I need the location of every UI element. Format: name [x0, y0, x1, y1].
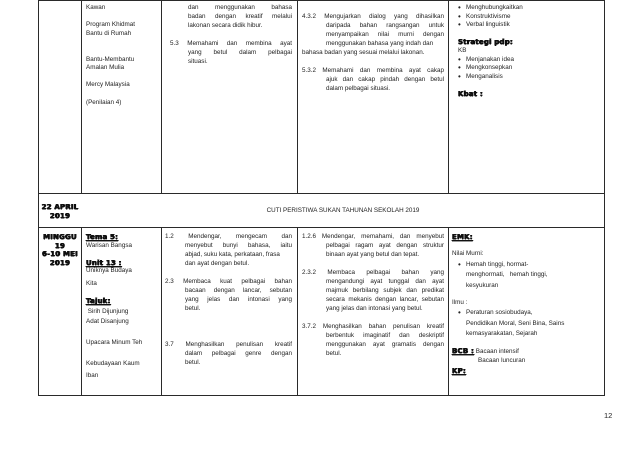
unit-label: Unit 13 :: [86, 258, 122, 267]
tajuk-label: Tajuk:: [86, 297, 111, 306]
text-line: (Penilaian 4): [86, 98, 122, 106]
list-item-text: Pendidikan Moral, Seni Bina, Sains: [466, 319, 565, 327]
text-line: dalam pelbagai situasi.: [326, 84, 391, 92]
text-line: pelbagai ragam ayat dengan struktur: [326, 241, 444, 249]
kp-heading: KP:: [452, 367, 466, 376]
text-line: betul.: [326, 349, 342, 357]
text-line: binaan ayat yang betul dan tepat.: [326, 250, 420, 258]
table-rule: [448, 0, 449, 193]
list-item-text: menghormati, hemah tinggi,: [466, 271, 548, 279]
text-line: [86, 13, 158, 22]
text-line: 4.3.2 Mengujarkan dialog yang dihasilkan: [302, 12, 444, 20]
text-line: menggunakan bahasa yang indah dan: [326, 39, 434, 47]
text-line: dalam pelbagai genre dengan: [185, 349, 292, 357]
activity-text: Upacara Minum Teh: [86, 338, 143, 346]
text-line: yang jelas dan intonasi yang: [185, 295, 292, 303]
text-line: lakonan secara didik hibur.: [188, 21, 263, 29]
text-line: [86, 38, 158, 47]
text-line: bahasa badan yang sesuai melalui lakonan.: [302, 48, 425, 56]
week-cell: [40, 233, 80, 267]
row3-objective-cell: [302, 233, 444, 359]
unit-value: Uniknya Budaya: [86, 267, 132, 275]
text-line: dan ayat dengan betul.: [185, 259, 250, 267]
unit-value: Kita: [86, 279, 97, 287]
bcb-value: Bacaan intensif: [475, 347, 519, 355]
text-line: [302, 314, 444, 323]
tema-label: Tema 5:: [86, 233, 119, 241]
text-line: Bantu-Membantu: [86, 55, 135, 63]
text-line: [86, 73, 158, 82]
text-line: dan menggunakan bahasa: [188, 4, 292, 11]
tajuk-value: Sirih Dijunjung: [86, 307, 129, 315]
row1-objective-cell: [302, 4, 444, 94]
text-line: [170, 31, 292, 40]
list-item: • Menjanakan idea: [458, 56, 598, 65]
text-line: Kawan: [86, 4, 106, 11]
text-line: [165, 269, 292, 278]
text-line: badan dengan kreatif melalui: [188, 12, 292, 20]
row1-standard-cell: [170, 4, 292, 67]
date-line: 22 APRIL: [41, 203, 79, 211]
text-line: 1.2 Mendengar, mengecam dan: [165, 233, 292, 240]
activity-text: Kebudayaan Kaum: [86, 359, 140, 367]
text-line: [165, 332, 292, 341]
table-rule: [297, 0, 298, 193]
text-line: [86, 47, 158, 56]
list-item-text: • Hemah tinggi, hormat-: [466, 260, 529, 268]
text-line: 3.7.2 Menghasilkan bahan penulisan kreatif: [302, 322, 444, 330]
row1-notes-cell: [458, 4, 598, 99]
text-line: secara mekanis dengan lancar, sebutan: [326, 295, 444, 303]
table-rule: [161, 0, 162, 193]
text-line: 2.3.2 Membaca pelbagai bahan yang: [302, 268, 444, 276]
text-line: berbentuk imaginatif dan deskriptif: [326, 331, 444, 339]
list-item: [458, 261, 600, 291]
table-rule: [448, 227, 449, 396]
ilmu-label: Ilmu :: [452, 298, 468, 306]
list-item: • Konstruktivisme: [458, 13, 598, 22]
emk-heading: EMK:: [452, 233, 473, 241]
text-line: 5.3 Memahami dan membina ayat: [170, 39, 292, 47]
table-rule: [604, 0, 605, 396]
text-line: betul.: [185, 358, 201, 366]
date-cell: [40, 203, 80, 220]
nilai-label: Nilai Murni:: [452, 250, 484, 258]
text-line: Amalan Mulia: [86, 64, 125, 72]
list-item: • Menghubungkaitkan: [458, 4, 598, 13]
table-rule: [38, 395, 605, 396]
text-line: daripada bahan rangsangan untuk: [326, 21, 444, 29]
text-line: [302, 260, 444, 269]
table-rule: [161, 227, 162, 396]
list-item: [458, 309, 600, 339]
text-line: abjad, suku kata, perkataan, frasa: [185, 250, 280, 258]
row3-standard-cell: [165, 233, 292, 368]
text-line: [165, 314, 292, 323]
page-number: 12: [604, 411, 613, 420]
text-line: 3.7 Menghasilkan penulisan kreatif: [165, 340, 292, 348]
lesson-plan-table: [38, 0, 605, 396]
list-item: • Menganalisis: [458, 73, 598, 82]
text-line: Mercy Malaysia: [86, 81, 130, 89]
list-item-text: kesyukuran: [466, 281, 499, 289]
week-year: 2019: [49, 258, 71, 267]
kbat-heading: Kbat :: [458, 89, 483, 98]
row3-topic-cell: [86, 233, 158, 381]
kb-label: KB: [458, 46, 467, 54]
list-item-text: • Peraturan sosiobudaya,: [466, 309, 533, 317]
table-rule: [297, 227, 298, 396]
week-dates: 6-10 MEI: [42, 250, 78, 259]
text-line: yang betul dalam pelbagai: [188, 48, 292, 56]
text-line: bacaan dengan lancar, sebutan: [185, 286, 292, 294]
text-line: Program Khidmat: [86, 21, 135, 29]
text-line: mengandungi ayat tunggal dan ayat: [326, 277, 444, 285]
text-line: situasi.: [188, 57, 208, 65]
list-item: • Mengkonsepkan: [458, 64, 598, 73]
text-line: [302, 4, 444, 13]
table-rule: [38, 193, 605, 194]
table-rule: [81, 0, 82, 193]
event-cell: [82, 207, 604, 216]
table-rule: [38, 227, 605, 228]
text-line: betul.: [185, 304, 201, 312]
row3-notes-cell: [452, 233, 600, 376]
event-title: CUTI PERISTIWA SUKAN TAHUNAN SEKOLAH 2019: [266, 207, 420, 214]
tajuk-value: Adat Disanjung: [86, 318, 129, 326]
text-line: 5.3.2 Memahami dan membina ayat cakap: [302, 66, 444, 74]
date-year: 2019: [49, 211, 71, 220]
list-item-text: kemasyarakatan, Sejarah: [466, 330, 538, 338]
text-line: [302, 58, 444, 67]
text-line: majmuk berbilang subjek dan predikat: [326, 286, 444, 294]
text-line: yang jelas dan intonasi yang betul.: [326, 304, 423, 312]
table-rule: [38, 0, 39, 396]
activity-text: Iban: [86, 372, 99, 380]
text-line: menyampaikan nilai murni dengan: [326, 30, 444, 38]
text-line: 1.2.6 Mendengar, memahami, dan menyebut: [302, 233, 444, 240]
text-line: ajuk dan cakap pindah dengan betul: [326, 75, 444, 83]
list-item: • Verbal linguistik: [458, 21, 598, 30]
text-line: 2.3 Membaca kuat pelbagai bahan: [165, 277, 292, 285]
table-rule: [81, 227, 82, 396]
bcb-value: Bacaan luncuran: [478, 356, 526, 364]
text-line: [86, 90, 158, 99]
text-line: Bantu di Rumah: [86, 29, 132, 37]
week-number: MINGGU 19: [43, 233, 77, 250]
strategi-heading: Strategi pdp:: [458, 38, 513, 47]
bcb-label: BCB :: [452, 346, 475, 355]
text-line: [165, 323, 292, 332]
text-line: menyebut bunyi bahasa, iaitu: [185, 241, 292, 249]
table-rule: [38, 0, 605, 1]
tema-value: Warisan Bangsa: [86, 241, 132, 249]
row1-topic-cell: [86, 4, 158, 107]
text-line: menggunakan ayat gramatis dengan: [326, 340, 444, 348]
